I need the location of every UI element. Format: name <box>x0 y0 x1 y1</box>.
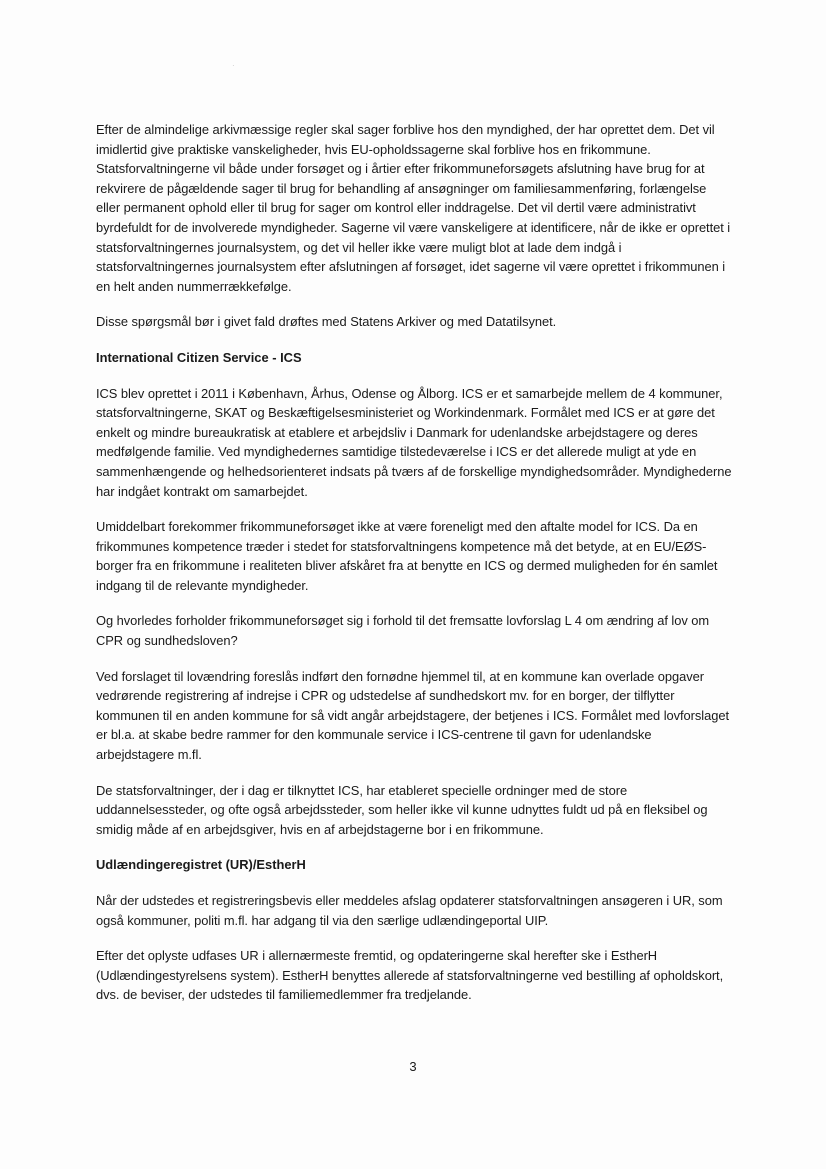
page-number: 3 <box>409 1059 417 1074</box>
paragraph-discussion: Disse spørgsmål bør i givet fald drøftes med Statens Arkiver og med Datatilsynet. <box>96 314 557 330</box>
paragraph-ics-intro: ICS blev oprettet i 2011 i København, Århus, Odense og Ålborg. ICS er et samarbejde mellem de 4 kommuner, statsforvaltningerne, SKAT og Beskæftigelsesministeriet og Workindenmark. Formålet med ICS er at gøre det enkelt og mindre bureaukratisk at etablere et arbejdsliv i Danmark for udenlandske arbejdstagere og deres medfølgende familie. Ved myndighedernes samtidige tilstedeværelse i ICS er det allerede muligt at yde en sammenhængende og helhedsorienteret indsats på tværs af de forskellige myndighedsområder. Myndighederne har indgået kontrakt om samarbejdet. <box>96 385 732 499</box>
heading-ur-estherh: Udlændingeregistret (UR)/EstherH <box>96 857 306 873</box>
scan-speck: · <box>232 61 235 70</box>
paragraph-estherh: Efter det oplyste udfases UR i allernærmeste fremtid, og opdateringerne skal herefter ske i EstherH (Udlændingestyrelsens system). EstherH benyttes allerede af statsforvaltningerne ved bestilling af opholdskort, dvs. de beviser, der udstedes til familiemedlemmer fra tredjelande. <box>96 948 724 1003</box>
paragraph-ur-update: Når der udstedes et registreringsbevis eller meddeles afslag opdaterer statsforvaltningen ansøgeren i UR, som også kommuner, politi m.fl. har adgang til via den særlige udlændingeportal UIP. <box>96 893 723 928</box>
heading-ics: International Citizen Service - ICS <box>96 349 302 365</box>
paragraph-special-arrangements: De statsforvaltninger, der i dag er tilknyttet ICS, har etableret specielle ordninger med de store uddannelsessteder, og ofte også arbejdssteder, som heller ikke vil kunne udnyttes fuldt ud på en fleksibel og smidig måde af en arbejdsgiver, hvis en af arbejdstagerne bor i en frikommune. <box>96 782 708 837</box>
paragraph-bill-question: Og hvorledes forholder frikommuneforsøget sig i forhold til det fremsatte lovforslag L 4 om ændring af lov om CPR og sundhedsloven? <box>96 613 710 649</box>
paragraph-bill-proposal: Ved forslaget til lovændring foreslås indført den fornødne hjemmel til, at en kommune kan overlade opgaver vedrørende registrering af indrejse i CPR og udstedelse af sundhedskort mv. for en borger, der tilflytter kommunen til en anden kommune for så vidt angår arbejdstagere, der betjenes i ICS. Formålet med lovforslaget er bl.a. at skabe bedre rammer for den kommunale service i ICS-centrene til gavn for udenlandske arbejdstagere m.fl. <box>96 668 730 763</box>
paragraph-ics-compatibility: Umiddelbart forekommer frikommuneforsøget ikke at være foreneligt med den aftalte model for ICS. Da en frikommunes kompetence træder i stedet for statsforvaltningens kompetence må det betyde, at en EU/EØS-borger fra en frikommune i realiteten bliver afskåret fra at benytte en ICS og dermed muligheden for én samlet indgang til de relevante myndigheder. <box>96 519 718 593</box>
document-body <box>96 120 732 1021</box>
paragraph-archive-rules: Efter de almindelige arkivmæssige regler skal sager forblive hos den myndighed, der har oprettet dem. Det vil imidlertid give praktiske vanskeligheder, hvis EU-opholdssagerne skal forblive hos en frikommune. Statsforvaltningerne vil både under forsøget og i årtier efter frikommuneforsøgets afslutning have brug for at rekvirere de pågældende sager til brug for behandling af ansøgninger om familiesammenføring, forlængelse eller permanent ophold eller til brug for sager om kontrol eller inddragelse. Det vil dertil være administrativt byrdefuldt for de involverede myndigheder. Sagerne vil være vanskeligere at identificere, når de ikke er oprettet i statsforvaltningernes journalsystem, og det vil heller ikke være muligt blot at lade dem indgå i statsforvaltningernes journalsystem efter afslutningen af forsøget, idet sagerne vil være oprettet i frikommunen i en helt anden nummerrækkefølge. <box>96 122 731 294</box>
